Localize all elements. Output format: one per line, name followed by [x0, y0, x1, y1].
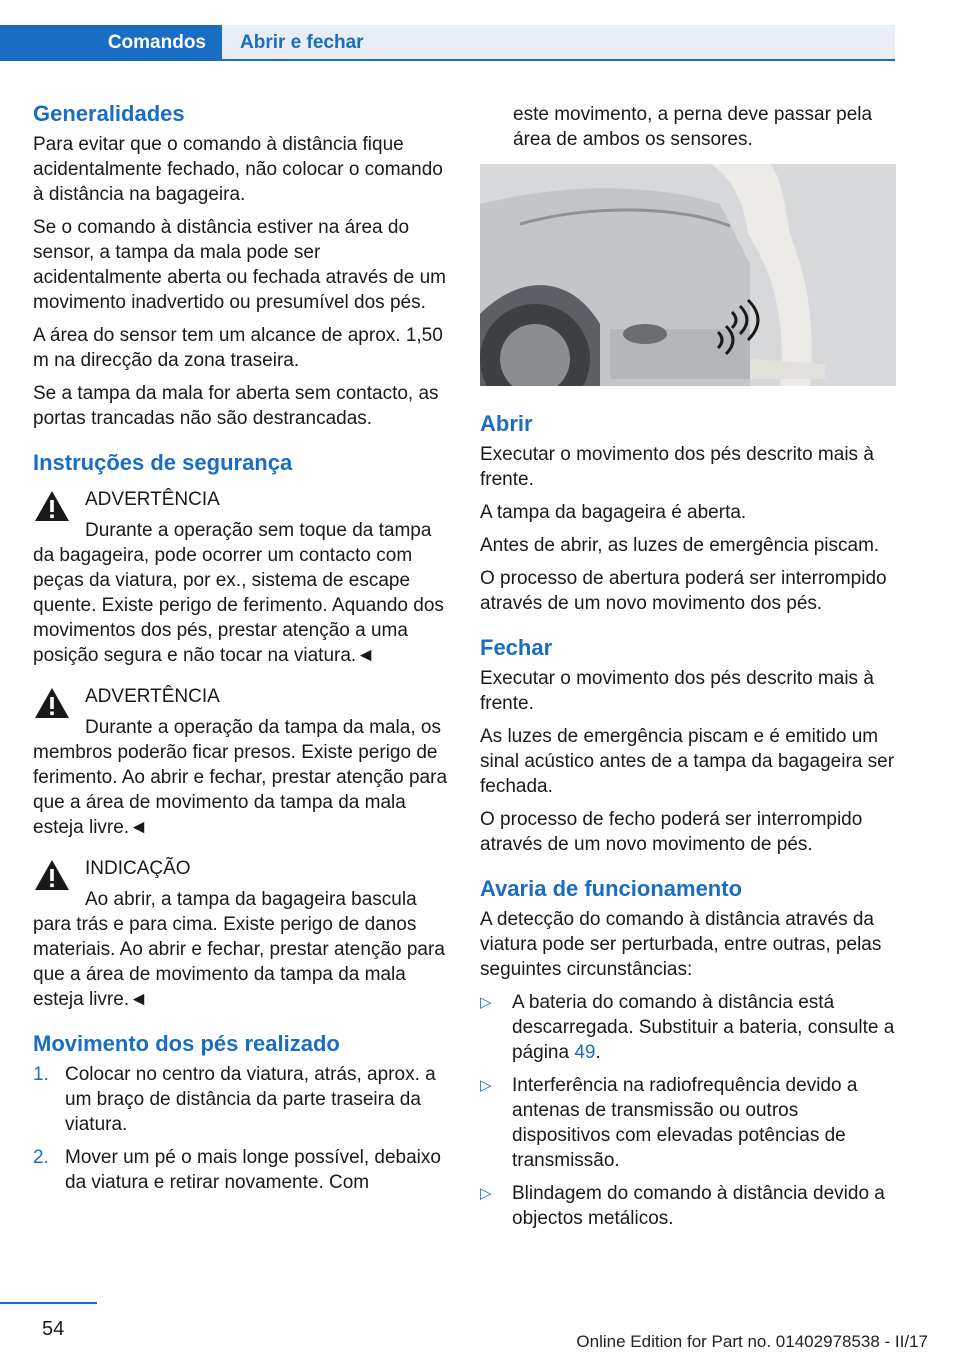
section-fechar: [480, 634, 896, 857]
step-number: 2.: [33, 1147, 49, 1168]
paragraph: A tampa da bagageira é aberta.: [480, 502, 747, 523]
list-item: [33, 1145, 451, 1195]
heading-movimento-pes: Movimento dos pés realizado: [33, 1031, 340, 1056]
paragraph: A detecção do comando à distância através da viatura pode ser perturbada, entre outras, pelas seguintes circunstâncias:: [480, 909, 882, 980]
step-text: Colocar no centro da viatura, atrás, aprox. a um braço de distância da parte traseira da viatura.: [65, 1064, 436, 1135]
warning-title: ADVERTÊNCIA: [85, 686, 220, 707]
fault-list: [480, 990, 896, 1231]
illustration-foot-sensor: [480, 164, 896, 386]
section-generalidades: [33, 100, 451, 431]
list-item: [33, 1062, 451, 1137]
bullet-text: Interferência na radiofrequência devido a antenas de transmissão ou outros dispositivos com elevadas potências de transmissão.: [512, 1075, 858, 1171]
paragraph: A área do sensor tem um alcance de aprox. 1,50 m na direcção da zona traseira.: [33, 325, 443, 371]
heading-avaria: Avaria de funcionamento: [480, 876, 743, 901]
paragraph: Se a tampa da mala for aberta sem contacto, as portas trancadas não são destrancadas.: [33, 383, 439, 429]
paragraph: Executar o movimento dos pés descrito mais à frente.: [480, 668, 874, 714]
warning-block: [33, 487, 451, 668]
tab-abrir-e-fechar[interactable]: Abrir e fechar: [222, 25, 895, 61]
triangle-bullet-icon: ▷: [480, 994, 492, 1011]
bullet-text: Blindagem do comando à distância devido a objectos metálicos.: [512, 1183, 885, 1229]
bullet-text-after: .: [595, 1042, 601, 1063]
bullet-text: A bateria do comando à distância está descarregada. Substituir a bateria, consulte a página: [512, 992, 895, 1063]
paragraph: Se o comando à distância estiver na área do sensor, a tampa da mala pode ser acidentalmente aberta ou fechada através de um movimento inadvertido ou presumível dos pés.: [33, 217, 446, 313]
step-text: Mover um pé o mais longe possível, debaixo da viatura e retirar novamente. Com: [65, 1147, 441, 1193]
paragraph: Executar o movimento dos pés descrito mais à frente.: [480, 444, 874, 490]
paragraph: As luzes de emergência piscam e é emitido um sinal acústico antes de a tampa da bagageira ser fechada.: [480, 726, 895, 797]
notice-title: INDICAÇÃO: [85, 858, 191, 879]
section-abrir: [480, 410, 896, 616]
paragraph: O processo de abertura poderá ser interrompido através de um novo movimento dos pés.: [480, 568, 887, 614]
warning-block: [33, 684, 451, 840]
tab-underline: [222, 59, 895, 61]
tab-comandos[interactable]: Comandos: [0, 25, 222, 61]
triangle-bullet-icon: ▷: [480, 1185, 492, 1202]
notice-text: Ao abrir, a tampa da bagageira bascula para trás e para cima. Existe perigo de danos materiais. Ao abrir e fechar, prestar atenção para que a área de movimento da tampa da mala esteja livre.◄: [33, 889, 445, 1010]
right-column: [480, 102, 896, 1249]
edition-footer: Online Edition for Part no. 01402978538 - II/17: [576, 1332, 928, 1351]
notice-triangle-icon: [33, 858, 71, 892]
page-link[interactable]: 49: [574, 1042, 596, 1063]
step-number: 1.: [33, 1064, 49, 1085]
paragraph: Antes de abrir, as luzes de emergência piscam.: [480, 535, 880, 556]
steps-list: [33, 1062, 451, 1195]
heading-fechar: Fechar: [480, 635, 553, 660]
section-movimento-pes: [33, 1030, 451, 1195]
continuation-text: este movimento, a perna deve passar pela área de ambos os sensores.: [513, 104, 873, 150]
paragraph: Para evitar que o comando à distância fique acidentalmente fechado, não colocar o comando à distância na bagageira.: [33, 134, 443, 205]
car-rear-illustration: [480, 164, 896, 386]
warning-text: Durante a operação sem toque da tampa da bagageira, pode ocorrer um contacto com peças da viatura, por ex., sistema de escape quente. Existe perigo de ferimento. Aquando dos movimentos dos pés, prestar atenção a uma posição segura e não tocar na viatura.◄: [33, 520, 444, 666]
footer-rule: [0, 1302, 97, 1304]
triangle-bullet-icon: ▷: [480, 1077, 492, 1094]
heading-abrir: Abrir: [480, 411, 533, 436]
section-instrucoes-seguranca: [33, 449, 451, 1012]
heading-instrucoes-seguranca: Instruções de segurança: [33, 450, 293, 475]
list-item: [480, 1181, 896, 1231]
header-tabbar: [0, 25, 895, 61]
list-item: [480, 990, 896, 1065]
page-number: 54: [42, 1318, 65, 1340]
warning-triangle-icon: [33, 489, 71, 523]
heading-generalidades: Generalidades: [33, 101, 185, 126]
section-avaria: [480, 875, 896, 1231]
warning-triangle-icon: [33, 686, 71, 720]
notice-block: [33, 856, 451, 1012]
paragraph: O processo de fecho poderá ser interrompido através de um novo movimento de pés.: [480, 809, 863, 855]
warning-title: ADVERTÊNCIA: [85, 489, 220, 510]
warning-text: Durante a operação da tampa da mala, os membros poderão ficar presos. Existe perigo de ferimento. Ao abrir e fechar, prestar atenção para que a área de movimento da tampa da mala esteja livre.◄: [33, 717, 448, 838]
left-column: [33, 100, 451, 1213]
list-item: [480, 1073, 896, 1173]
